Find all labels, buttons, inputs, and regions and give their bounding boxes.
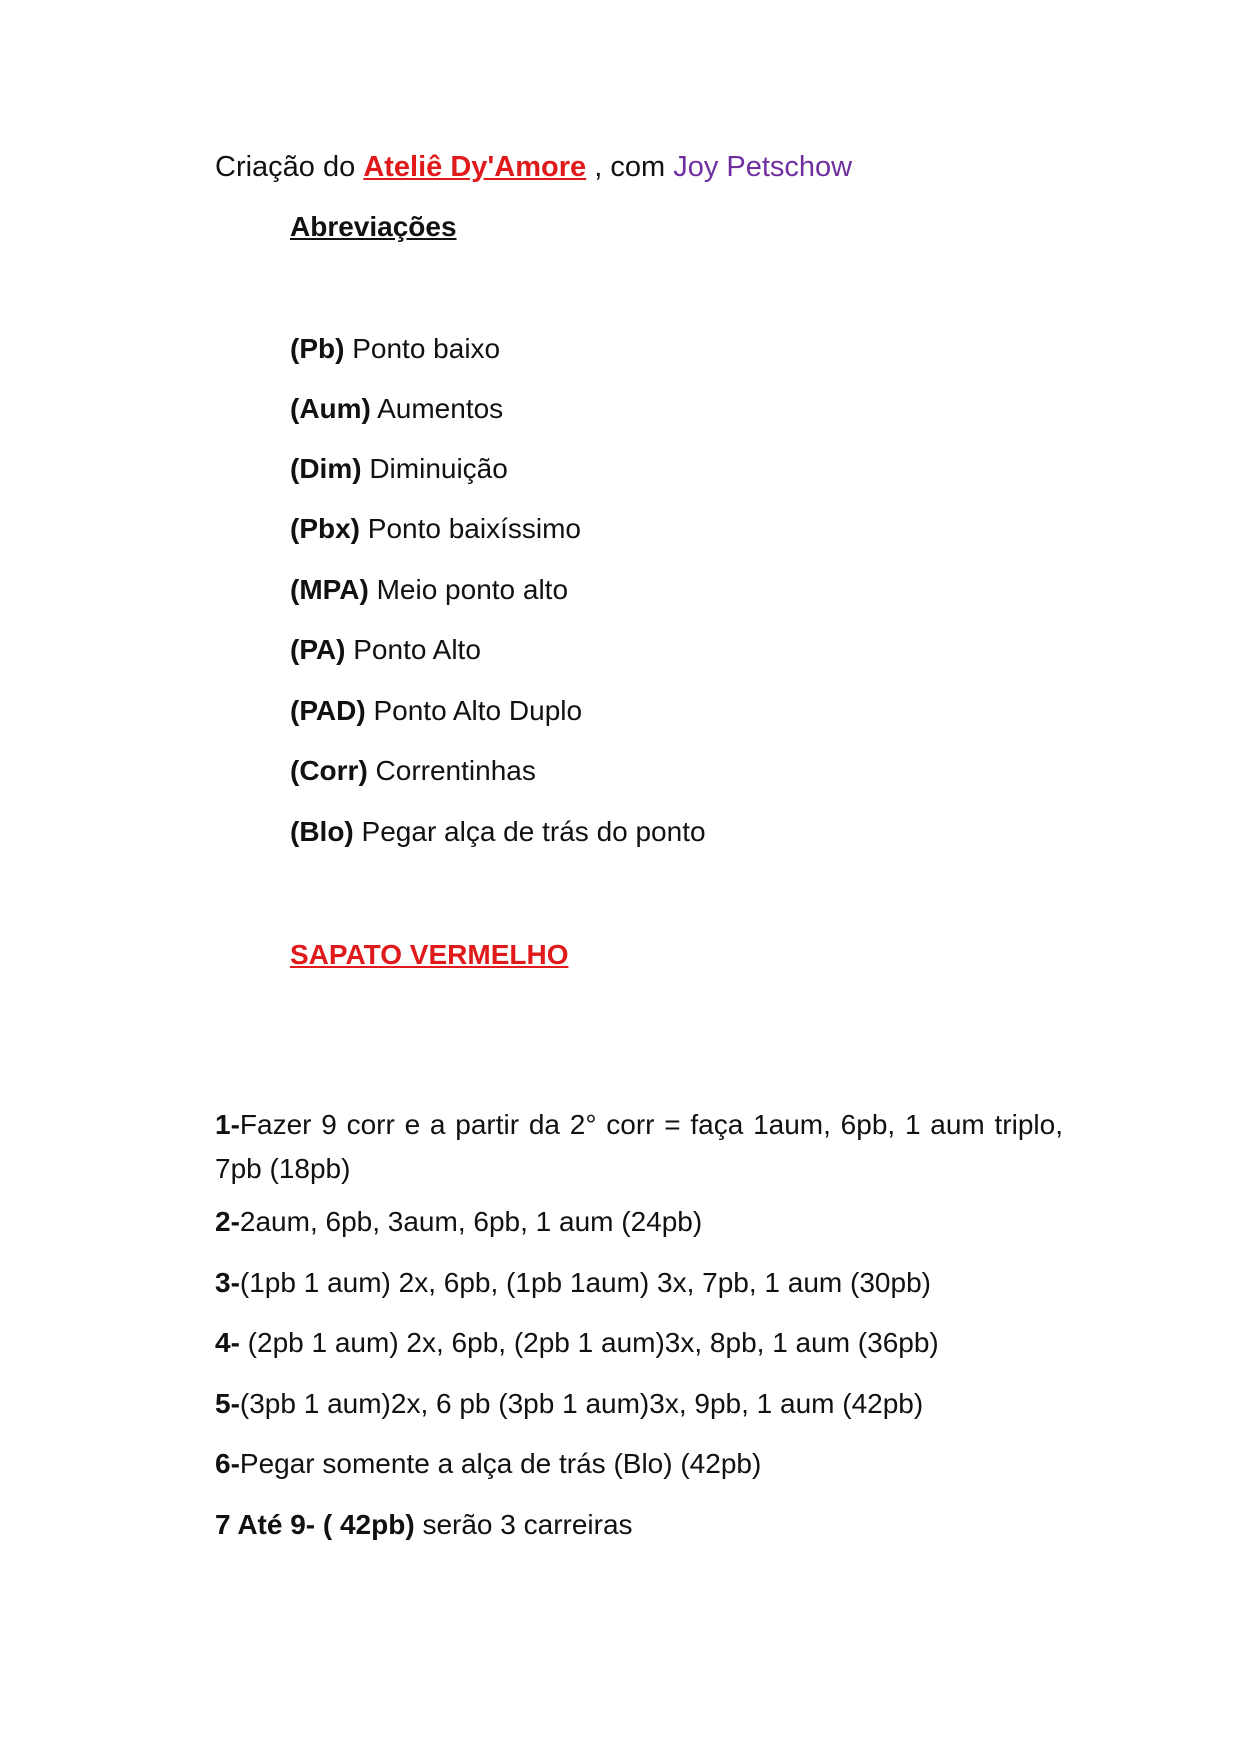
step-item [215,1446,761,1482]
step-number: 5- [215,1388,240,1419]
abbreviation-code: (Pb) [290,333,345,364]
step-number: 2- [215,1206,240,1237]
step-text: Fazer 9 corr e a partir da 2° corr = faça 1aum, 6pb, 1 aum triplo, 7pb (18pb) [215,1109,1063,1184]
abbreviation-code: (MPA) [290,574,369,605]
step-number: 4- [215,1327,240,1358]
abbreviation-item [290,814,706,850]
step-item [215,1204,702,1240]
step-item [215,1386,923,1422]
abbreviation-item [290,693,582,729]
step-text: Pegar somente a alça de trás (Blo) (42pb) [239,1448,762,1479]
abbreviation-code: (PAD) [290,695,366,726]
brand-name: Ateliê Dy'Amore [363,151,587,183]
abbreviation-item [290,451,508,487]
abbreviation-item [290,511,581,547]
abbreviation-meaning: Aumentos [370,393,504,424]
credit-prefix: Criação do [215,151,364,183]
step-item [215,1103,1063,1191]
step-text: (2pb 1 aum) 2x, 6pb, (2pb 1 aum)3x, 8pb, 1 aum (36pb) [239,1327,939,1358]
abbreviation-code: (PA) [290,634,346,665]
credit-line [215,149,852,185]
abbreviation-item [290,331,500,367]
abbreviation-item [290,753,536,789]
section-title: SAPATO VERMELHO [290,939,569,970]
abbreviation-code: (Dim) [290,453,362,484]
step-number: 7 Até 9- ( 42pb) [215,1509,415,1540]
step-number: 3- [215,1267,240,1298]
abbreviation-code: (Corr) [290,755,368,786]
abbreviation-item [290,632,481,668]
author-name: Joy Petschow [673,151,853,183]
step-item [215,1507,633,1543]
step-item [215,1325,939,1361]
abbreviation-meaning: Ponto baixo [344,333,501,364]
abbreviation-meaning: Ponto Alto [345,634,481,665]
abbreviations-heading: Abreviações [290,211,457,242]
abbreviation-item [290,391,503,427]
credit-middle: , com [586,151,674,183]
step-text: (1pb 1 aum) 2x, 6pb, (1pb 1aum) 3x, 7pb, 1 aum (30pb) [239,1267,931,1298]
abbreviation-code: (Blo) [290,816,354,847]
abbreviation-item [290,572,568,608]
abbreviation-meaning: Pegar alça de trás do ponto [353,816,706,847]
step-number: 6- [215,1448,240,1479]
abbreviation-code: (Aum) [290,393,371,424]
step-text: serão 3 carreiras [414,1509,633,1540]
abbreviation-meaning: Diminuição [361,453,508,484]
abbreviation-code: (Pbx) [290,513,360,544]
abbreviation-meaning: Meio ponto alto [368,574,569,605]
step-number: 1- [215,1109,240,1140]
abbreviation-meaning: Correntinhas [367,755,536,786]
abbreviation-meaning: Ponto Alto Duplo [365,695,583,726]
abbreviation-meaning: Ponto baixíssimo [360,513,581,544]
step-text: 2aum, 6pb, 3aum, 6pb, 1 aum (24pb) [239,1206,703,1237]
step-item [215,1265,931,1301]
step-text: (3pb 1 aum)2x, 6 pb (3pb 1 aum)3x, 9pb, 1 aum (42pb) [239,1388,924,1419]
